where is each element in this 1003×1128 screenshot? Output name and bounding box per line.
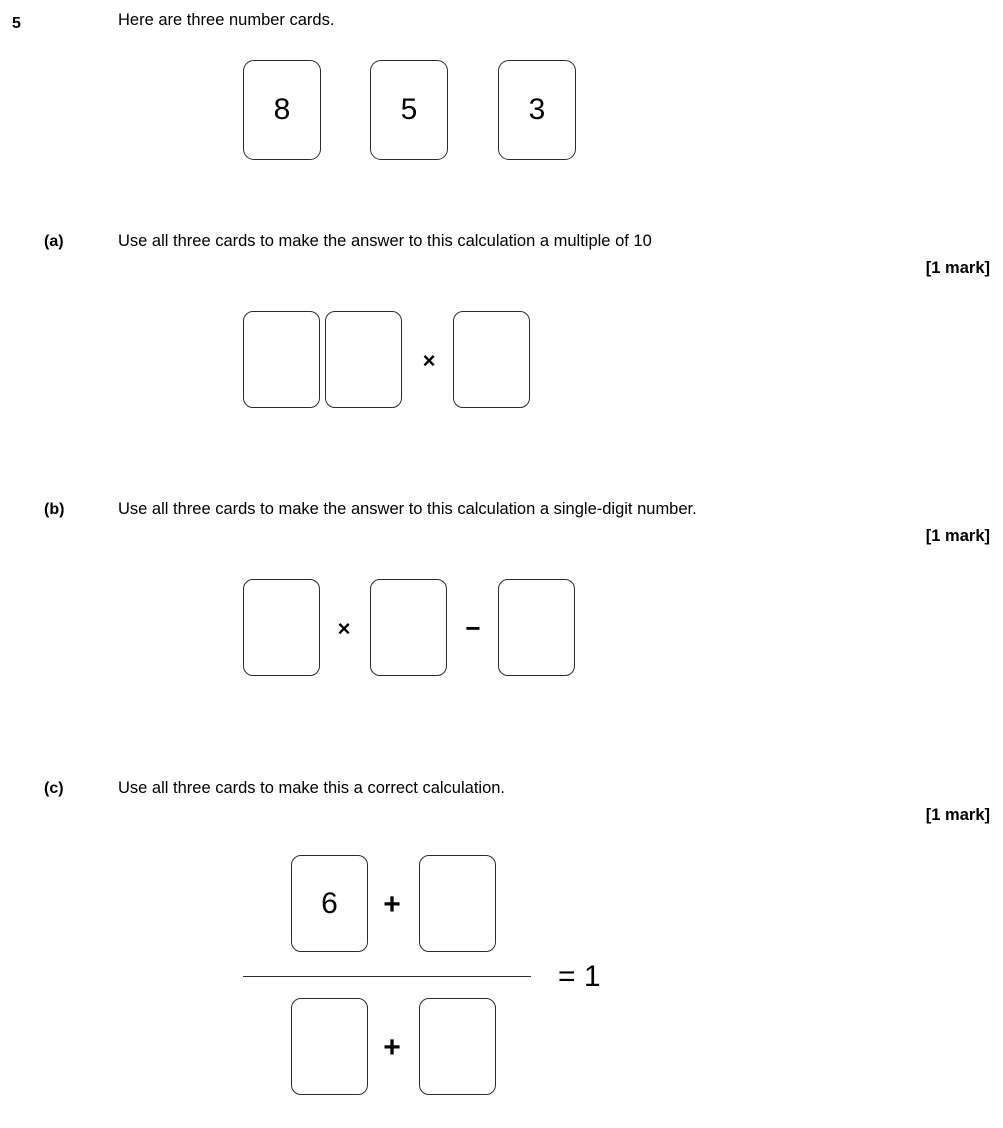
part-a-text: Use all three cards to make the answer to this calculation a multiple of 10 [118,232,652,250]
number-card-2-value: 5 [400,93,418,126]
part-a-label: (a) [44,233,64,250]
part-c-label: (c) [44,780,64,797]
number-card-2 [370,60,448,160]
plus-operator-icon: + [383,888,401,921]
fraction-result: = 1 [558,960,601,993]
part-b-label: (b) [44,501,65,518]
part-c-numerator-box-1-value: 6 [321,886,338,920]
plus-operator-icon: + [383,1031,401,1064]
part-c-denominator-box-2[interactable] [419,998,496,1095]
part-c-denominator-box-1[interactable] [291,998,368,1095]
number-card-1-value: 8 [273,93,291,126]
part-a-answer-box-1[interactable] [243,311,320,408]
part-c-numerator-box-2[interactable] [419,855,496,952]
part-a-answer-box-3[interactable] [453,311,530,408]
part-a-marks: [1 mark] [925,259,990,277]
part-c-numerator-box-1[interactable] [291,855,368,952]
part-b-marks: [1 mark] [925,527,990,545]
number-card-1 [243,60,321,160]
part-a-answer-box-2[interactable] [325,311,402,408]
part-b-text: Use all three cards to make the answer to this calculation a single-digit number. [118,500,697,518]
question-number: 5 [12,15,21,32]
question-stem-text: Here are three number cards. [118,11,335,29]
number-card-3 [498,60,576,160]
part-b-answer-box-3[interactable] [498,579,575,676]
number-card-3-value: 3 [528,93,546,126]
part-b-answer-box-1[interactable] [243,579,320,676]
fraction-bar [243,976,531,977]
multiply-operator-icon: × [422,348,436,373]
part-c-marks: [1 mark] [925,806,990,824]
multiply-operator-icon: × [337,616,351,641]
minus-operator-icon: − [465,613,481,643]
part-b-answer-box-2[interactable] [370,579,447,676]
part-c-text: Use all three cards to make this a correct calculation. [118,779,506,797]
